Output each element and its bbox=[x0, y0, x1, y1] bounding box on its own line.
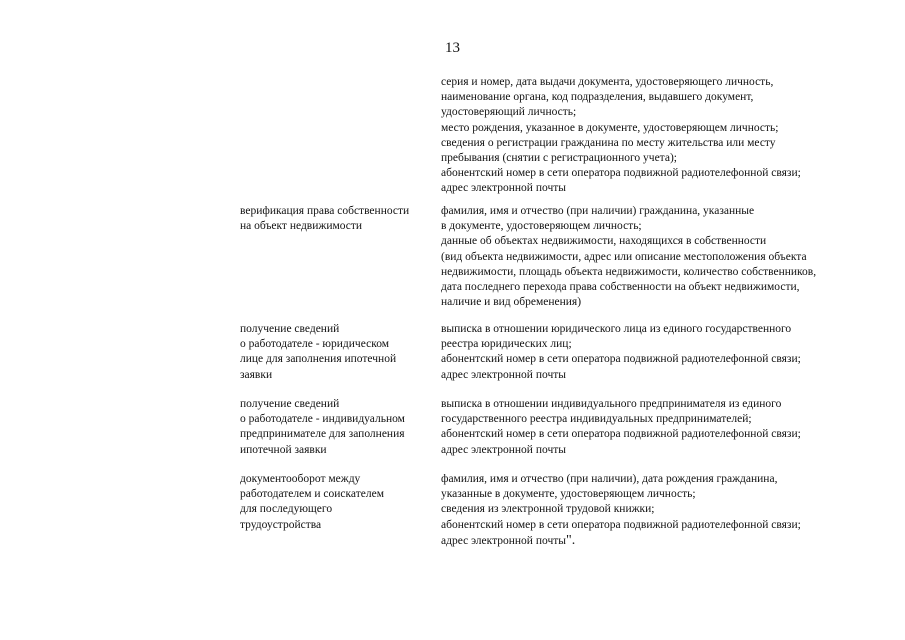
data-line: наличие и вид обременения) bbox=[441, 296, 582, 309]
data-line: абонентский номер в сети оператора подвижной радиотелефонной связи; bbox=[441, 518, 801, 531]
data-line: адрес электронной почты bbox=[441, 534, 566, 547]
data-line: выписка в отношении индивидуального предпринимателя из единого bbox=[441, 398, 782, 410]
data-line: серия и номер, дата выдачи документа, удостоверяющего личность, bbox=[441, 76, 774, 88]
purpose-line: о работодателе - юридическом bbox=[240, 338, 390, 351]
purpose-line: о работодателе - индивидуальном bbox=[240, 413, 405, 426]
data-line: (вид объекта недвижимости, адрес или описание местоположения объекта bbox=[441, 250, 807, 263]
purpose-line: ипотечной заявки bbox=[240, 443, 327, 456]
purpose-line: получение сведений bbox=[240, 398, 340, 410]
data-line: адрес электронной почты bbox=[441, 443, 566, 456]
data-cell bbox=[441, 322, 881, 383]
page-number: 13 bbox=[445, 40, 460, 56]
data-line: выписка в отношении юридического лица из единого государственного bbox=[441, 323, 792, 335]
data-line: абонентский номер в сети оператора подвижной радиотелефонной связи; bbox=[441, 428, 801, 441]
purpose-cell bbox=[240, 472, 435, 533]
data-line: сведения о регистрации гражданина по месту жительства или месту bbox=[441, 136, 776, 149]
purpose-line: для последующего bbox=[240, 503, 333, 516]
purpose-cell bbox=[240, 204, 435, 234]
purpose-line: получение сведений bbox=[240, 323, 340, 335]
data-line: фамилия, имя и отчество (при наличии), дата рождения гражданина, bbox=[441, 473, 778, 485]
data-cell bbox=[441, 204, 881, 310]
purpose-line: предпринимателе для заполнения bbox=[240, 428, 405, 441]
data-line: удостоверяющий личность; bbox=[441, 106, 577, 119]
data-line: пребывания (снятии с регистрационного учета); bbox=[441, 152, 677, 165]
data-line: данные об объектах недвижимости, находящихся в собственности bbox=[441, 235, 767, 248]
data-line: наименование органа, код подразделения, выдавшего документ, bbox=[441, 91, 754, 104]
closing-mark: ". bbox=[565, 532, 576, 548]
data-line: в документе, удостоверяющем личность; bbox=[441, 220, 642, 233]
data-line: сведения из электронной трудовой книжки; bbox=[441, 503, 655, 516]
purpose-cell bbox=[240, 397, 435, 458]
purpose-line: верификация права собственности bbox=[240, 205, 410, 217]
purpose-line: на объект недвижимости bbox=[240, 220, 363, 233]
purpose-cell bbox=[240, 322, 435, 383]
data-line: указанные в документе, удостоверяющем личность; bbox=[441, 488, 696, 501]
data-line: адрес электронной почты bbox=[441, 368, 566, 381]
data-line: государственного реестра индивидуальных предпринимателей; bbox=[441, 413, 752, 426]
purpose-line: лице для заполнения ипотечной bbox=[240, 353, 397, 366]
data-cell bbox=[441, 397, 881, 458]
purpose-line: заявки bbox=[240, 368, 273, 381]
data-line-last bbox=[441, 533, 881, 549]
data-line: фамилия, имя и отчество (при наличии) гражданина, указанные bbox=[441, 205, 755, 217]
data-line: реестра юридических лиц; bbox=[441, 338, 572, 351]
data-line: адрес электронной почты bbox=[441, 182, 566, 195]
data-line: абонентский номер в сети оператора подвижной радиотелефонной связи; bbox=[441, 167, 801, 180]
data-line: недвижимости, площадь объекта недвижимости, количество собственников, bbox=[441, 265, 817, 278]
data-line: абонентский номер в сети оператора подвижной радиотелефонной связи; bbox=[441, 353, 801, 366]
purpose-line: документооборот между bbox=[240, 473, 361, 485]
purpose-line: работодателем и соискателем bbox=[240, 488, 384, 501]
data-cell bbox=[441, 75, 881, 197]
purpose-line: трудоустройства bbox=[240, 518, 322, 531]
data-cell bbox=[441, 472, 881, 549]
data-line: дата последнего перехода права собственности на объект недвижимости, bbox=[441, 281, 800, 294]
data-line: место рождения, указанное в документе, удостоверяющем личность; bbox=[441, 121, 779, 134]
